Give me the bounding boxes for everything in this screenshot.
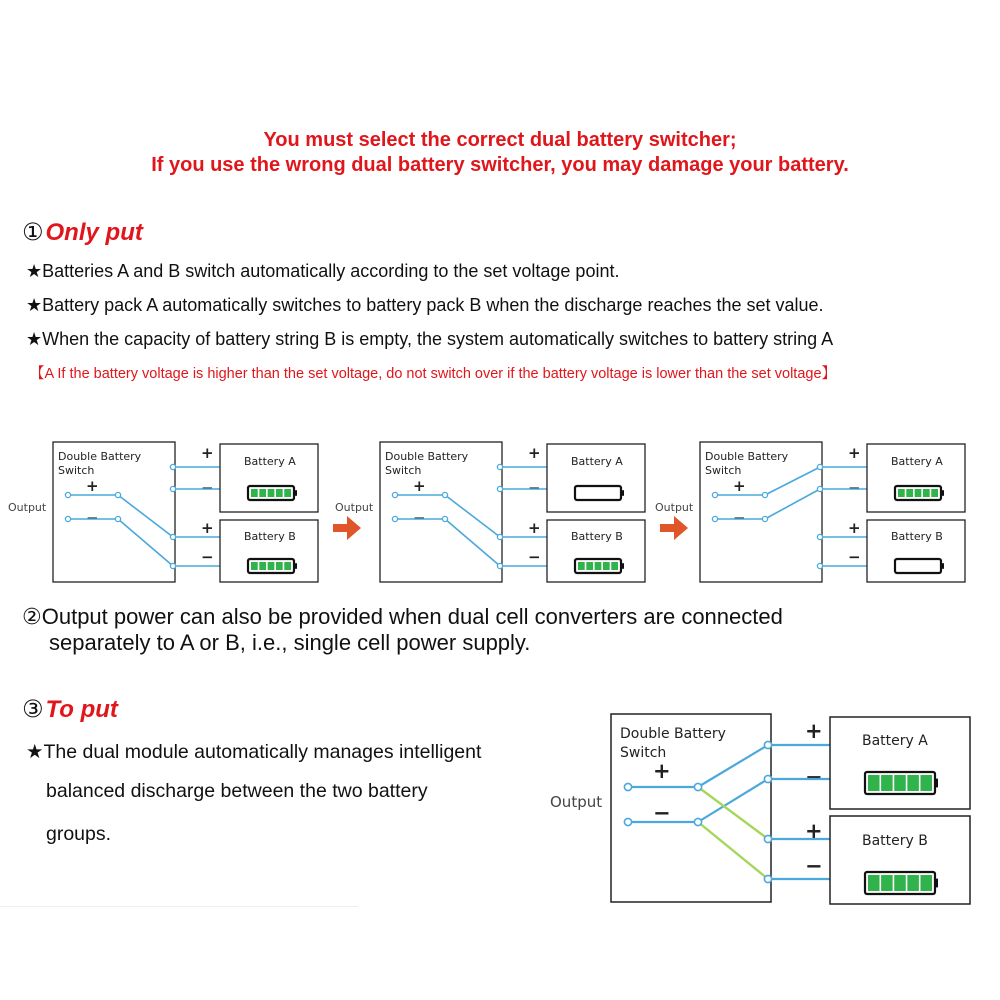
terminal-node	[624, 783, 631, 790]
output-label: Output	[550, 793, 603, 811]
minus-sign: −	[413, 509, 426, 527]
switch-label: Switch	[620, 745, 667, 761]
battery-cell	[907, 875, 919, 891]
battery-a-label: Battery A	[244, 455, 296, 468]
section-3-heading	[22, 695, 118, 724]
battery-cell	[881, 875, 893, 891]
battery-cell	[276, 489, 283, 497]
battery-cell	[268, 562, 275, 570]
output-label: Output	[8, 501, 47, 514]
section-1-bullet-3: ★When the capacity of battery string B is empty, the system automatically switches to battery string A	[26, 329, 834, 349]
battery-cell	[251, 489, 258, 497]
battery-cell	[868, 775, 880, 791]
battery-cell	[915, 489, 922, 497]
section-3-line-1: ★The dual module automatically manages intelligent	[26, 741, 482, 763]
terminal-node	[170, 563, 175, 568]
battery-cell	[894, 875, 906, 891]
plus-sign: +	[848, 519, 861, 537]
terminal-node	[764, 875, 771, 882]
arrow-icon	[660, 516, 688, 540]
switch-label: Double Battery	[705, 450, 789, 463]
battery-cell	[251, 562, 258, 570]
battery-b-label: Battery B	[862, 833, 928, 849]
switch-label: Switch	[385, 464, 422, 477]
switch-box	[380, 442, 502, 582]
battery-cell	[284, 489, 291, 497]
battery-cell	[898, 489, 905, 497]
battery-terminal	[941, 563, 944, 569]
switch-diagram-2	[335, 442, 645, 582]
section-1-bullet-2: ★Battery pack A automatically switches to battery pack B when the discharge reaches the set value.	[26, 295, 824, 315]
terminal-node	[762, 492, 767, 497]
battery-b-label: Battery B	[571, 530, 623, 543]
terminal-node	[694, 783, 701, 790]
switch-arm	[445, 519, 500, 566]
battery-a-label: Battery A	[891, 455, 943, 468]
terminal-node	[712, 516, 717, 521]
terminal-node	[65, 516, 70, 521]
section-2-number: ②	[22, 604, 42, 629]
battery-terminal	[935, 779, 938, 788]
switch-label: Double Battery	[58, 450, 142, 463]
battery-terminal	[294, 563, 297, 569]
minus-sign: −	[805, 854, 823, 878]
minus-sign: −	[848, 479, 861, 497]
battery-cell	[611, 562, 618, 570]
warning-line-2: If you use the wrong dual battery switcher, you may damage your battery.	[151, 154, 849, 176]
terminal-node	[712, 492, 717, 497]
battery-cell	[894, 775, 906, 791]
terminal-node	[170, 534, 175, 539]
battery-cell	[881, 775, 893, 791]
battery-cell	[578, 562, 585, 570]
switch-arm	[765, 467, 820, 495]
minus-sign: −	[86, 509, 99, 527]
battery-cell	[268, 489, 275, 497]
battery-cell	[595, 562, 602, 570]
section-2-line-2: separately to A or B, i.e., single cell power supply.	[49, 630, 531, 655]
terminal-node	[764, 835, 771, 842]
terminal-node	[497, 563, 502, 568]
terminal-node	[624, 818, 631, 825]
terminal-node	[817, 486, 822, 491]
battery-a-icon	[865, 772, 938, 794]
terminal-node	[762, 516, 767, 521]
switch-diagram-3	[655, 442, 965, 582]
battery-terminal	[621, 563, 624, 569]
switch-diagram-1	[8, 442, 318, 582]
terminal-node	[115, 516, 120, 521]
battery-cell	[276, 562, 283, 570]
terminal-node	[817, 464, 822, 469]
terminal-node	[497, 534, 502, 539]
plus-sign: +	[848, 444, 861, 462]
section-2-line-1: Output power can also be provided when dual cell converters are connected	[41, 604, 783, 629]
battery-b-icon	[575, 559, 624, 573]
terminal-node	[817, 563, 822, 568]
terminal-node	[817, 534, 822, 539]
plus-sign: +	[201, 444, 214, 462]
terminal-node	[392, 492, 397, 497]
terminal-node	[497, 464, 502, 469]
battery-a-icon	[248, 486, 297, 500]
minus-sign: −	[653, 801, 671, 825]
switch-box	[611, 714, 771, 902]
battery-cell	[920, 875, 932, 891]
battery-cell	[284, 562, 291, 570]
terminal-node	[392, 516, 397, 521]
terminal-node	[170, 486, 175, 491]
battery-cell	[586, 562, 593, 570]
minus-sign: −	[528, 548, 541, 566]
minus-sign: −	[848, 548, 861, 566]
plus-sign: +	[733, 477, 746, 495]
warning-line-1: You must select the correct dual battery switcher;	[263, 129, 737, 151]
section-1-note: 【A If the battery voltage is higher than the set voltage, do not switch over if the battery voltage is lower than the set voltage】	[30, 366, 837, 382]
balanced-discharge-diagram	[540, 712, 980, 912]
battery-terminal	[294, 490, 297, 496]
battery-cell	[259, 562, 266, 570]
plus-sign: +	[413, 477, 426, 495]
battery-terminal	[941, 490, 944, 496]
terminal-node	[442, 492, 447, 497]
battery-a-icon	[575, 486, 624, 500]
plus-sign: +	[805, 819, 823, 843]
section-1-bullet-1: ★Batteries A and B switch automatically according to the set voltage point.	[26, 261, 620, 281]
divider	[0, 906, 358, 907]
terminal-node	[170, 464, 175, 469]
minus-sign: −	[201, 548, 214, 566]
battery-cell	[868, 875, 880, 891]
section-3-number: ③	[22, 696, 44, 723]
battery-a-icon	[895, 486, 944, 500]
minus-sign: −	[733, 509, 746, 527]
section-3-line-2: balanced discharge between the two battery	[46, 780, 428, 802]
switch-box	[53, 442, 175, 582]
output-label: Output	[655, 501, 694, 514]
section-3-line-3: groups.	[46, 823, 112, 845]
plus-sign: +	[86, 477, 99, 495]
section-1-title: Only put	[45, 219, 143, 246]
terminal-node	[442, 516, 447, 521]
battery-cell	[920, 775, 932, 791]
section-1-number: ①	[22, 219, 44, 246]
arrow-icon	[333, 516, 361, 540]
minus-sign: −	[805, 765, 823, 789]
minus-sign: −	[528, 479, 541, 497]
battery-body	[575, 486, 621, 500]
switch-arm	[445, 495, 500, 537]
battery-cell	[259, 489, 266, 497]
switch-arm	[698, 745, 768, 787]
switch-label: Switch	[58, 464, 95, 477]
plus-sign: +	[805, 719, 823, 743]
battery-cell	[931, 489, 938, 497]
battery-b-label: Battery B	[244, 530, 296, 543]
battery-cell	[907, 775, 919, 791]
switch-arm	[698, 779, 768, 822]
switch-arm	[118, 519, 173, 566]
battery-cell	[906, 489, 913, 497]
battery-cell	[603, 562, 610, 570]
plus-sign: +	[528, 519, 541, 537]
battery-a-label: Battery A	[571, 455, 623, 468]
switch-arm	[118, 495, 173, 537]
terminal-node	[115, 492, 120, 497]
plus-sign: +	[201, 519, 214, 537]
battery-b-label: Battery B	[891, 530, 943, 543]
section-2-text	[22, 604, 783, 656]
minus-sign: −	[201, 479, 214, 497]
terminal-node	[694, 818, 701, 825]
battery-cell	[923, 489, 930, 497]
battery-b-icon	[895, 559, 944, 573]
terminal-node	[497, 486, 502, 491]
plus-sign: +	[653, 759, 671, 783]
switch-label: Double Battery	[385, 450, 469, 463]
battery-terminal	[621, 490, 624, 496]
switching-diagrams	[0, 430, 1000, 600]
section-1-heading	[22, 218, 143, 247]
plus-sign: +	[528, 444, 541, 462]
battery-terminal	[935, 879, 938, 888]
battery-a-label: Battery A	[862, 733, 928, 749]
battery-a-box	[830, 717, 970, 809]
switch-label: Switch	[705, 464, 742, 477]
switch-label: Double Battery	[620, 726, 726, 742]
terminal-node	[764, 775, 771, 782]
battery-b-icon	[248, 559, 297, 573]
battery-body	[895, 559, 941, 573]
switch-box	[700, 442, 822, 582]
switch-arm	[765, 489, 820, 519]
battery-b-icon	[865, 872, 938, 894]
section-3-title: To put	[45, 696, 118, 723]
output-label: Output	[335, 501, 374, 514]
terminal-node	[764, 741, 771, 748]
terminal-node	[65, 492, 70, 497]
